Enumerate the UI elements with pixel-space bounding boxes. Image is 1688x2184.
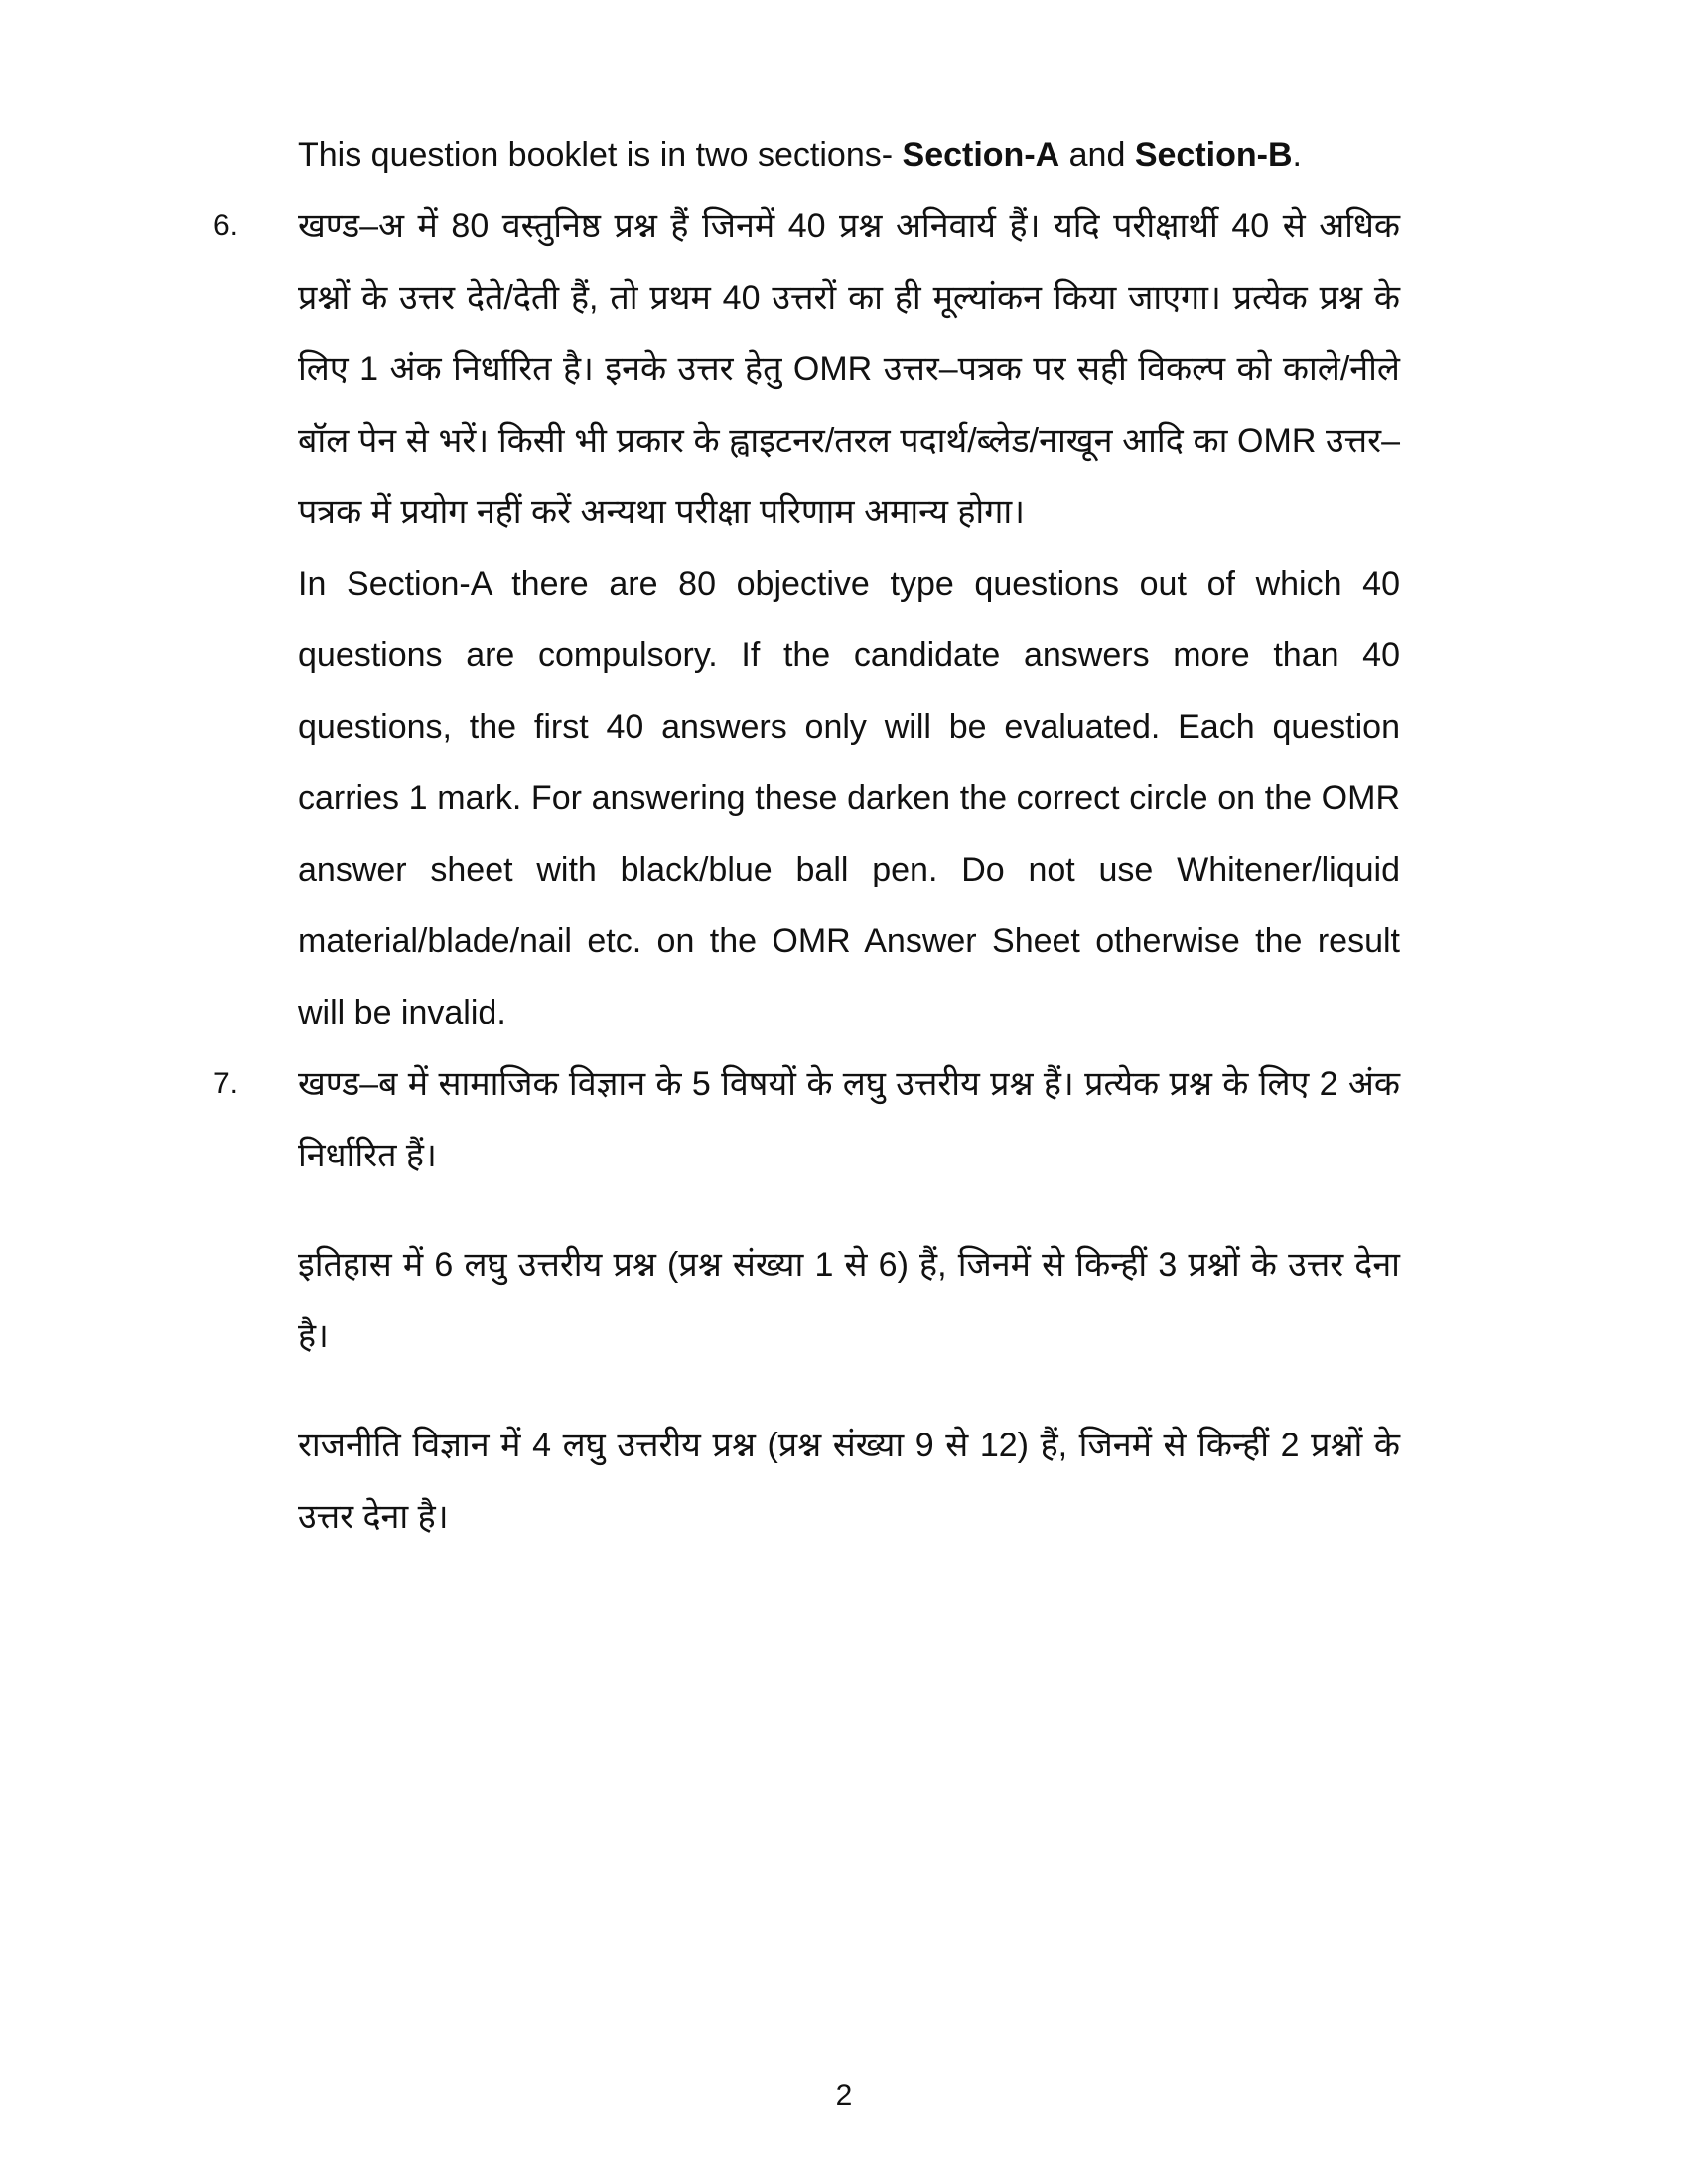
intro-paragraph xyxy=(298,119,1400,191)
item-6-english-row xyxy=(213,548,1400,1048)
item-6-number: 6. xyxy=(213,209,239,242)
intro-section-b: Section-B xyxy=(1134,136,1293,174)
item-6-hindi-row xyxy=(213,191,1400,548)
item-7-hindi-paragraph: खण्ड–ब में सामाजिक विज्ञान के 5 विषयों के लघु उत्तरीय प्रश्न हैं। प्रत्येक प्रश्न के लिए 2 अंक निर्धारित हैं। xyxy=(298,1065,1400,1174)
intro-row xyxy=(213,119,1400,191)
intro-text-part3: . xyxy=(1292,136,1302,174)
item-7-hindi-row xyxy=(213,1048,1400,1191)
intro-text-part1: This question booklet is in two sections- xyxy=(298,136,903,174)
item-7-history-paragraph: इतिहास में 6 लघु उत्तरीय प्रश्न (प्रश्न संख्या 1 से 6) हैं, जिनमें से किन्हीं 3 प्रश्नों के उत्तर देना है। xyxy=(298,1246,1400,1355)
item-7-number: 7. xyxy=(213,1067,239,1100)
page-number: 2 xyxy=(835,2079,853,2112)
item-7-political-science-paragraph: राजनीति विज्ञान में 4 लघु उत्तरीय प्रश्न (प्रश्न संख्या 9 से 12) हैं, जिनमें से किन्हीं 2 प्रश्नों के उत्तर देना है। xyxy=(298,1427,1400,1536)
item-6-english-paragraph: In Section-A there are 80 objective type questions out of which 40 questions are compulsory. If the candidate answers more than 40 questions, the first 40 answers only will be evaluated. Each question carries 1 mark. For answering these darken the correct circle on the OMR answer sheet with black/blue ball pen. Do not use Whitener/liquid material/blade/nail etc. on the OMR Answer Sheet otherwise the result will be invalid. xyxy=(298,565,1400,1031)
intro-text-part2: and xyxy=(1059,136,1135,174)
item-7-history-row xyxy=(213,1229,1400,1372)
item-6-hindi-paragraph: खण्ड–अ में 80 वस्तुनिष्ठ प्रश्न हैं जिनमें 40 प्रश्न अनिवार्य हैं। यदि परीक्षार्थी 40 से अधिक प्रश्नों के उत्तर देते/देती हैं, तो प्रथम 40 उत्तरों का ही मूल्यांकन किया जाएगा। प्रत्येक प्रश्न के लिए 1 अंक निर्धारित है। इनके उत्तर हेतु OMR उत्तर–पत्रक पर सही विकल्प को काले/नीले बॉल पेन से भरें। किसी भी प्रकार के ह्वाइटनर/तरल पदार्थ/ब्लेड/नाखून आदि का OMR उत्तर–पत्रक में प्रयोग नहीं करें अन्यथा परीक्षा परिणाम अमान्य होगा। xyxy=(298,207,1400,531)
intro-section-a: Section-A xyxy=(902,136,1060,174)
item-7-political-science-row xyxy=(213,1410,1400,1553)
page-content xyxy=(213,119,1400,1553)
